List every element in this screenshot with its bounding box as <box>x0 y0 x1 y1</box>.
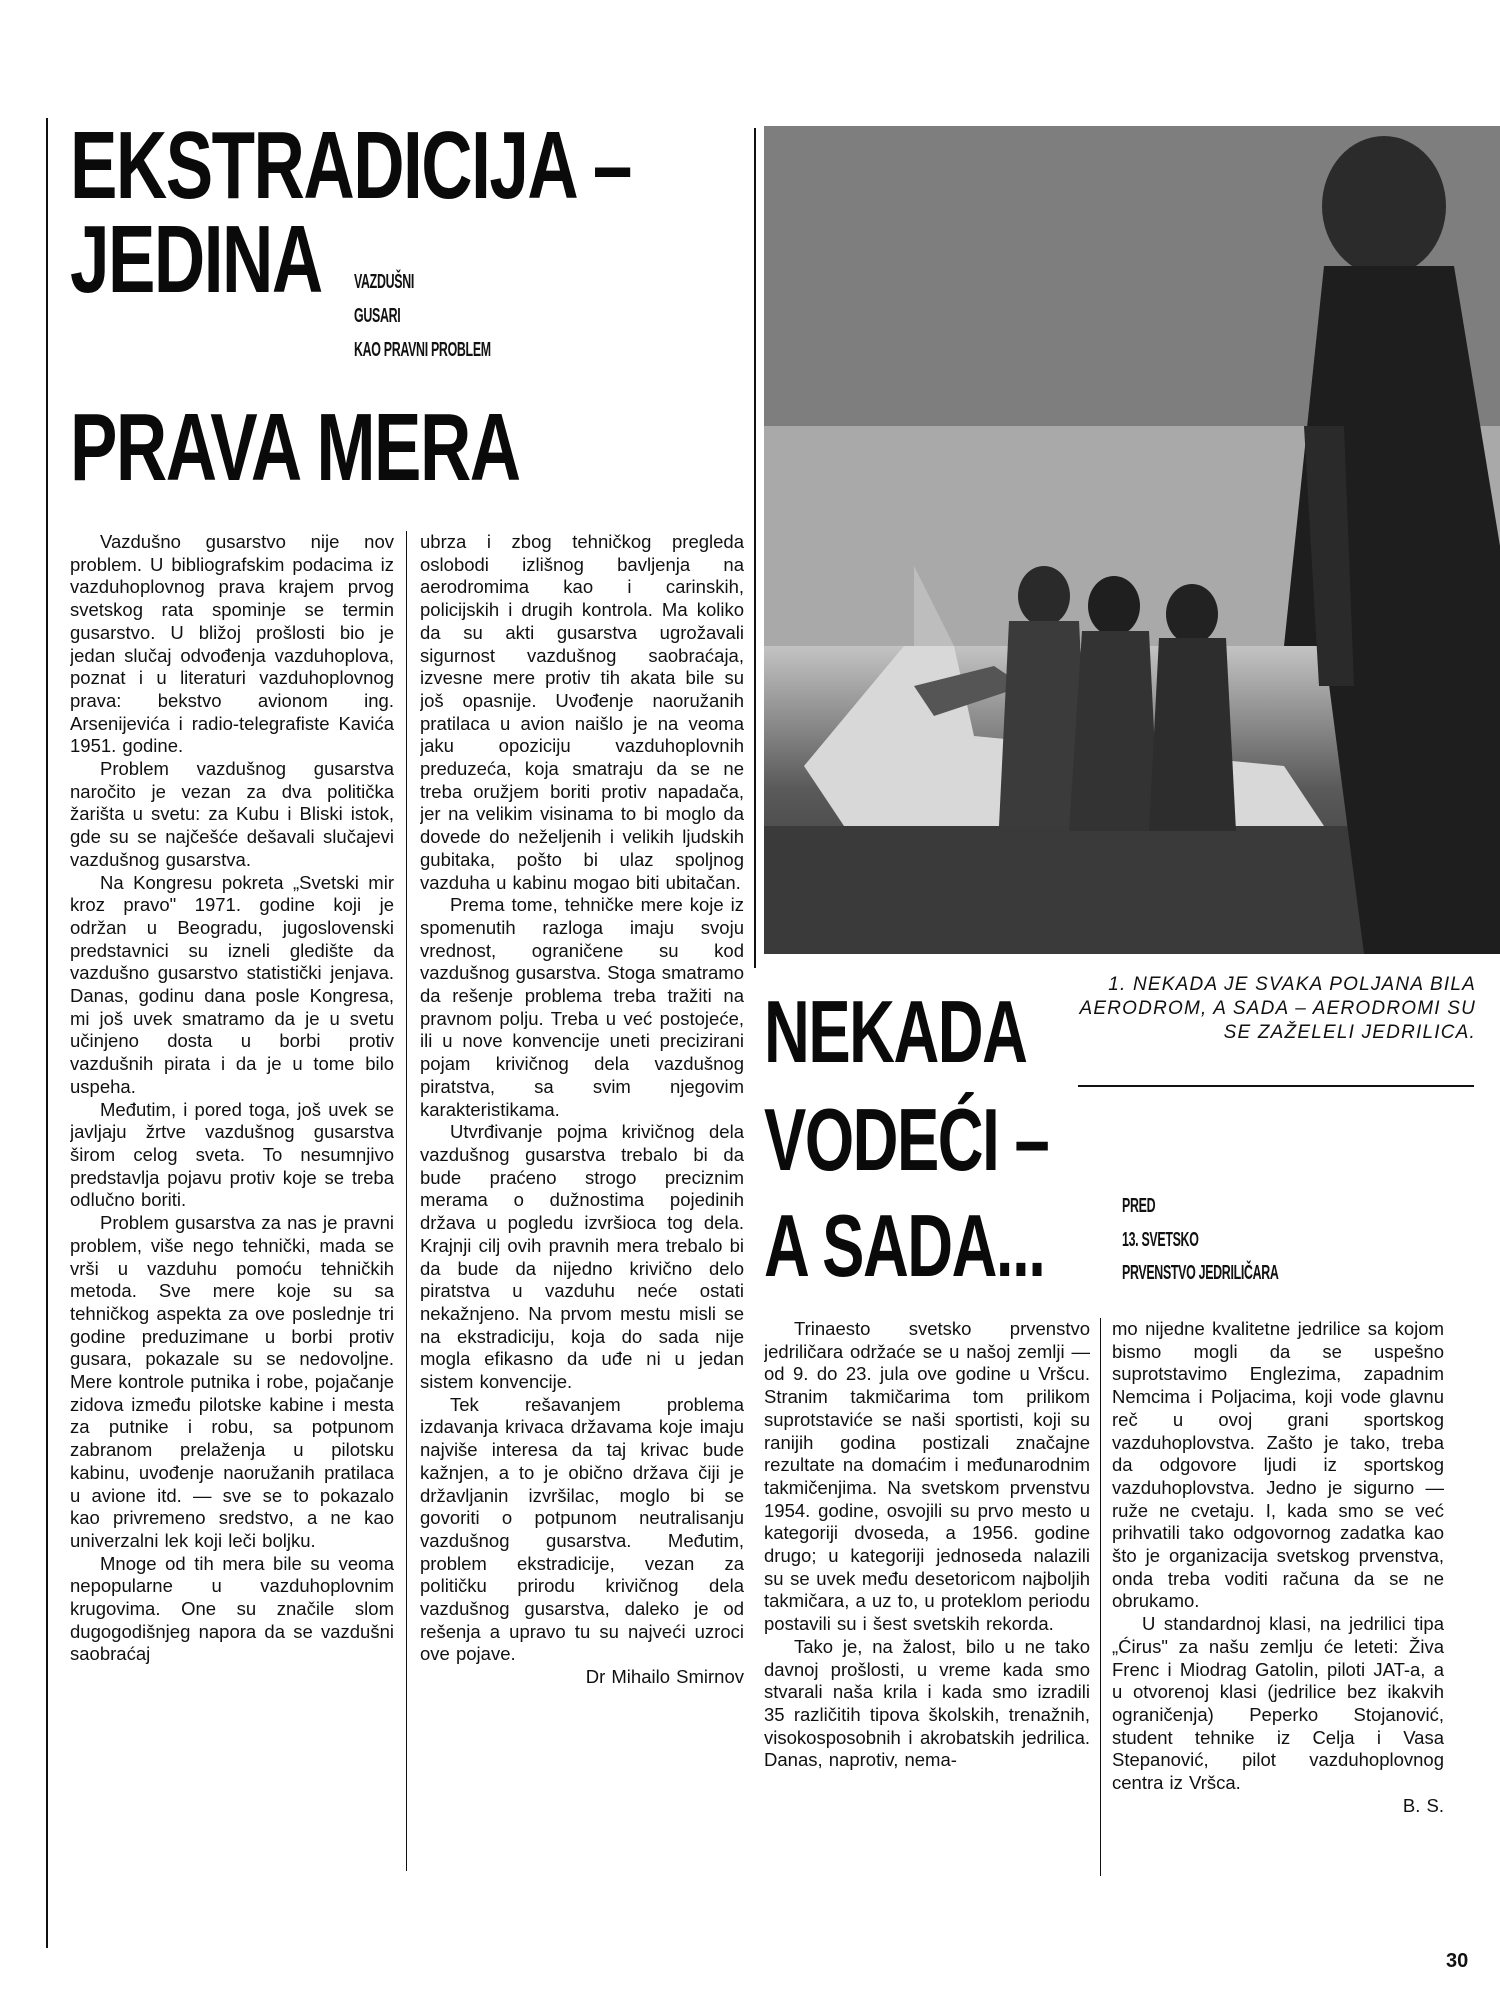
article1-col2-paragraph: ubrza i zbog tehničkog pregleda oslobodi izlišnog bavljenja na aerodromima kao i carinskih, policijskih i drugih kontrola. Ma koliko da su akti gusarstva ugrožavali sigurnost vazdušnog saobraćaja, izvesne mere protiv tih akata bile su još opasnije. Uvođenje naoružanih pratilaca u avion naišlo je na veoma jaku opoziciju vazduhoplovnih preduzeća, koja smatraju da se ne treba oružjem boriti protiv napadača, jer na velikim visinama to bi moglo da dovede do neželjenih i velikih ljudskih gubitaka, pošto bi ulaz spoljnog vazduha u kabinu mogao biti ubitačan. <box>420 531 744 893</box>
article1-col1-paragraph: Vazdušno gusarstvo nije nov problem. U bibliografskim podacima iz vazduhoplovnog prava krajem prvog svetskog rata spominje se termin gusarstvo. U bližoj prošlosti bio je jedan slučaj odvođenja vazduhoplova, poznat i u literaturi vazduhoplovnog prava: bekstvo avionom ing. Arsenijevića i radio-telegrafiste Kavića 1951. godine. <box>70 531 394 757</box>
article1-column2 <box>420 531 744 1951</box>
caption-divider <box>1078 1085 1474 1087</box>
article2-col1-paragraph: Tako je, na žalost, bilo u ne tako davnoj prošlosti, u vreme kada smo stvarali naša krila i kada smo izradili 35 različitih tipova školskih, trenažnih, visokosposobnih i akrobatskih jedrilica. Danas, naprotiv, nema- <box>764 1635 1090 1771</box>
article2-col2-paragraph: U standardnoj klasi, na jedrilici tipa „Ćirus" za našu zemlju će leteti: Živa Frenc i Miodrag Gatolin, piloti JAT-a, a u otvorenoj klasi (jedrilice bez ikakvih ograničenja) Peperko Stojanović, student tehnike iz Celja i Vasa Stepanović, pilot vazduhoplovnog centra iz Vršca. <box>1112 1613 1444 1794</box>
center-gutter-rule <box>754 128 756 968</box>
article2-kicker-line3: PRVENSTVO JEDRILIČARA <box>1122 1262 1279 1284</box>
article1-kicker-line1: VAZDUŠNI <box>354 271 414 293</box>
article1-col1-paragraph: Mnoge od tih mera bile su veoma nepopularne u vazduhoplovnim krugovima. One su značile slom dugogodišnjeg napora da se vazdušni saobraćaj <box>70 1552 394 1665</box>
article2-column1 <box>764 1318 1090 1878</box>
article2-headline-line2: VODEĆI – <box>764 1090 1049 1189</box>
article1-col1-paragraph: Na Kongresu pokreta „Svetski mir kroz pravo" 1971. godine koji je održan u Beogradu, jugoslovenski predstavnici su izneli gledište da vazdušno gusarstvo statistički jenjava. Danas, godinu dana posle Kongresa, mi još uvek smatramo da je u svetu učinjeno dosta u borbi protiv vazdušnih pirata i da je u tome bilo uspeha. <box>70 871 394 1097</box>
article1-column-rule <box>406 531 407 1871</box>
article1-kicker-line3: KAO PRAVNI PROBLEM <box>354 339 491 361</box>
article2-col2-paragraph: mo nijedne kvalitetne jedrilice sa kojom bismo mogli da se uspešno suprotstavimo Englezima, zapadnim Nemcima i Poljacima, koji vode glavnu reč u ovoj grani sportskog vazduhoplovstva. Zašto je tako, treba da odgovore ljudi iz sportskog vazduhoplovstva. Jedno je sigurno — ruže ne cvetaju. I, kada smo se već prihvatili tako odgovornog zadatka kao što je organizacija svetskog prvenstva, onda treba voditi računa da se ne obrukamo. <box>1112 1318 1444 1612</box>
article1-headline-line3: PRAVA MERA <box>70 394 520 501</box>
article1-column1 <box>70 531 394 1951</box>
photo-caption: 1. NEKADA JE SVAKA POLJANA BILA AERODROM, A SADA – AERODROMI SU SE ZAŽELELI JEDRILICA. <box>1079 974 1476 1043</box>
article2-col1-paragraph: Trinaesto svetsko prvenstvo jedriličara održaće se u našoj zemlji — od 9. do 23. jula ove godine u Vršcu. Stranim takmičarima tom prilikom suprotstaviće se naši sportisti, koji su ranijih godina postizali značajne rezultate na domaćim i međunarodnim takmičenjima. Na svetskom prvenstvu 1954. godine, osvojili su prvo mesto u kategoriji dvoseda, a 1956. godine drugo; u kategoriji jednoseda nalazili su se uvek među desetoricom najboljih takmičara, a uz to, u proteklom periodu postavili su i šest svetskih rekorda. <box>764 1318 1090 1635</box>
article2-column2 <box>1112 1318 1444 1878</box>
article1-col1-paragraph: Problem gusarstva za nas je pravni problem, više nego tehnički, mada se vrši u vazduhu pomoću tehničkih metoda. Sve mere koje su sa tehničkog aspekta za ove poslednje tri godine preduzimane u borbi protiv gusara, pokazale su se nedovoljne. Mere kontrole putnika i robe, pojačanje zidova između pilotske kabine i mesta za putnike i robu, sa potpunom zabranom prelaženja u pilotsku kabinu, uvođenje naoružanih pratilaca u avione itd. — sve se to pokazalo kao privremeno sredstvo, a ne kao univerzalni lek koji leči boljku. <box>70 1212 394 1551</box>
article2-kicker-line1: PRED <box>1122 1195 1156 1217</box>
article2-kicker-line2: 13. SVETSKO <box>1122 1229 1199 1251</box>
article2-column-rule <box>1100 1318 1101 1876</box>
article1-kicker-line2: GUSARI <box>354 305 401 327</box>
article1-col2-paragraph: Prema tome, tehničke mere koje iz spomenutih razloga imaju svoju vrednost, ograničene su kod vazdušnog gusarstva. Stoga smatramo da rešenje problema treba tražiti na pravnom polju. Treba u već postojeće, ili u nove konvencije uneti precizirani pojam krivičnog dela vazdušnog piratstva, sa svim njegovim karakteristikama. <box>420 894 744 1120</box>
article1-headline-line1: EKSTRADICIJA – <box>70 112 631 219</box>
article1-author: Dr Mihailo Smirnov <box>585 1666 744 1688</box>
glider-pilots-photo <box>764 126 1500 954</box>
left-column-rule <box>46 118 48 1948</box>
article1-col1-paragraph: Problem vazdušnog gusarstva naročito je vezan za dva politička žarišta u svetu: za Kubu i Bliski istok, gde su se najčešće dešavali slučajevi vazdušnog gusarstva. <box>70 758 394 870</box>
article2-headline-line3: A SADA... <box>764 1196 1045 1295</box>
article1-col1-paragraph: Međutim, i pored toga, još uvek se javljaju žrtve vazdušnog gusarstva širom celog sveta. To nesumnjivo predstavlja pojavu protiv koje se treba odlučno boriti. <box>70 1098 394 1211</box>
page-number: 30 <box>1446 1950 1469 1972</box>
article1-col2-paragraph: Tek rešavanjem problema izdavanja krivaca državama koje imaju najviše interesa da taj krivac bude kažnjen, a to je obično država čiji je državljanin izvršilac, moglo bi se govoriti o potpunom neutralisanju vazdušnog gusarstva. Međutim, problem ekstradicije, vezan za političku prirodu krivičnog dela vazdušnog gusarstva, daleko je od rešenja a upravo tu su najveći uzroci ove pojave. <box>420 1393 744 1665</box>
pilots-illustration <box>764 126 1500 954</box>
article1-col2-paragraph: Utvrđivanje pojma krivičnog dela vazdušnog gusarstva trebalo bi da bude praćeno strogo preciznim merama o dužnostima pojedinih država u pogledu izvršioca tog dela. Krajnji cilj ovih pravnih mera trebalo bi da bude da nijedno krivično delo piratstva u vazduhu neće ostati nekažnjeno. Na prvom mestu misli se na ekstradiciju, koja do sada nije mogla efikasno da uđe ni u jedan sistem konvencije. <box>420 1121 744 1393</box>
article2-headline-line1: NEKADA <box>764 982 1027 1081</box>
article1-headline-line2: JEDINA <box>70 206 322 313</box>
article2-author: B. S. <box>1402 1794 1444 1816</box>
